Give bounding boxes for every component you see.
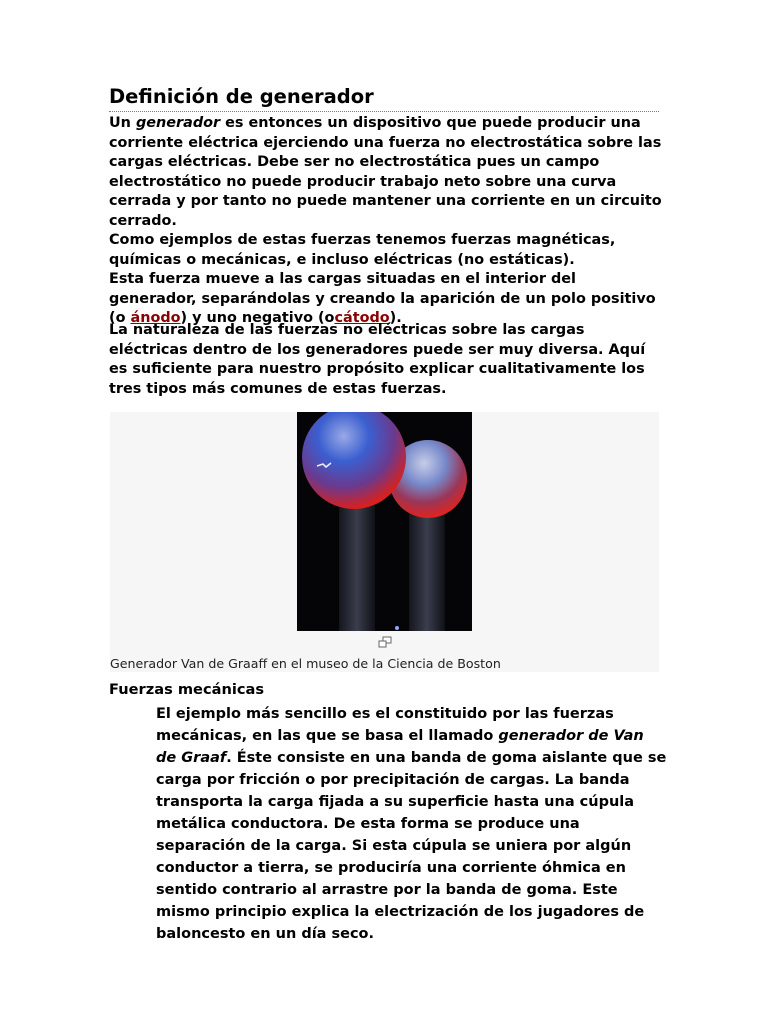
- text-run: Esta fuerza mueve a las cargas situadas en el interior del generador, separándolas y creando la aparición de un polo positivo (o: [109, 271, 656, 326]
- mechanical-forces-paragraph: [156, 703, 668, 945]
- anodo-link[interactable]: ánodo: [130, 310, 181, 326]
- emphasis-van-de-graaf: generador de Van de Graaf: [156, 728, 644, 766]
- subsection-heading: Fuerzas mecánicas: [109, 681, 265, 698]
- text-run: . Éste consiste en una banda de goma aislante que se carga por fricción o por precipitación de cargas. La banda transporta la carga fijada a su superficie hasta una cúpula metálica conductora. De esta forma se produce una separación de la carga. Si esta cúpula se uniera por algún conductor a tierra, se produciría una corriente óhmica en sentido contrario al arrastre por la banda de goma. Este mismo principio explica la electrización de los jugadores de baloncesto en un día seco.: [156, 750, 667, 942]
- catodo-link[interactable]: cátodo: [334, 310, 390, 326]
- text-run: Como ejemplos de estas fuerzas tenemos fuerzas magnéticas, químicas o mecánicas, e incluso eléctricas (no estáticas).: [109, 232, 616, 268]
- emphasis-generador: generador: [135, 115, 221, 131]
- van-de-graaff-photo[interactable]: [297, 412, 472, 631]
- text-run: Un: [109, 115, 136, 131]
- text-run: es entonces un dispositivo que puede producir una corriente eléctrica ejerciendo una fuerza no electrostática sobre las cargas eléctricas. Debe ser no electrostática pues un campo electrostático no puede producir trabajo neto sobre una curva cerrada y por tanto no puede mantener una corriente en un circuito cerrado.: [109, 115, 662, 229]
- enlarge-icon[interactable]: [378, 636, 392, 648]
- figure-van-de-graaff: [110, 412, 659, 672]
- section-heading: Definición de generador: [109, 84, 659, 112]
- text-run: El ejemplo más sencillo es el constituido por las fuerzas mecánicas, en las que se basa el llamado: [156, 706, 614, 744]
- intro-paragraph: [109, 114, 664, 329]
- forces-paragraph: La naturaleza de las fuerzas no eléctricas sobre las cargas eléctricas dentro de los generadores puede ser muy diversa. Aquí es suficiente para nuestro propósito explicar cualitativamente los tres tipos más comunes de estas fuerzas.: [109, 322, 646, 397]
- figure-caption: Generador Van de Graaff en el museo de la Ciencia de Boston: [110, 656, 501, 671]
- text-run: ).: [389, 310, 402, 326]
- text-run: ) y uno negativo (o: [180, 310, 335, 326]
- photo-illustration: [297, 412, 472, 631]
